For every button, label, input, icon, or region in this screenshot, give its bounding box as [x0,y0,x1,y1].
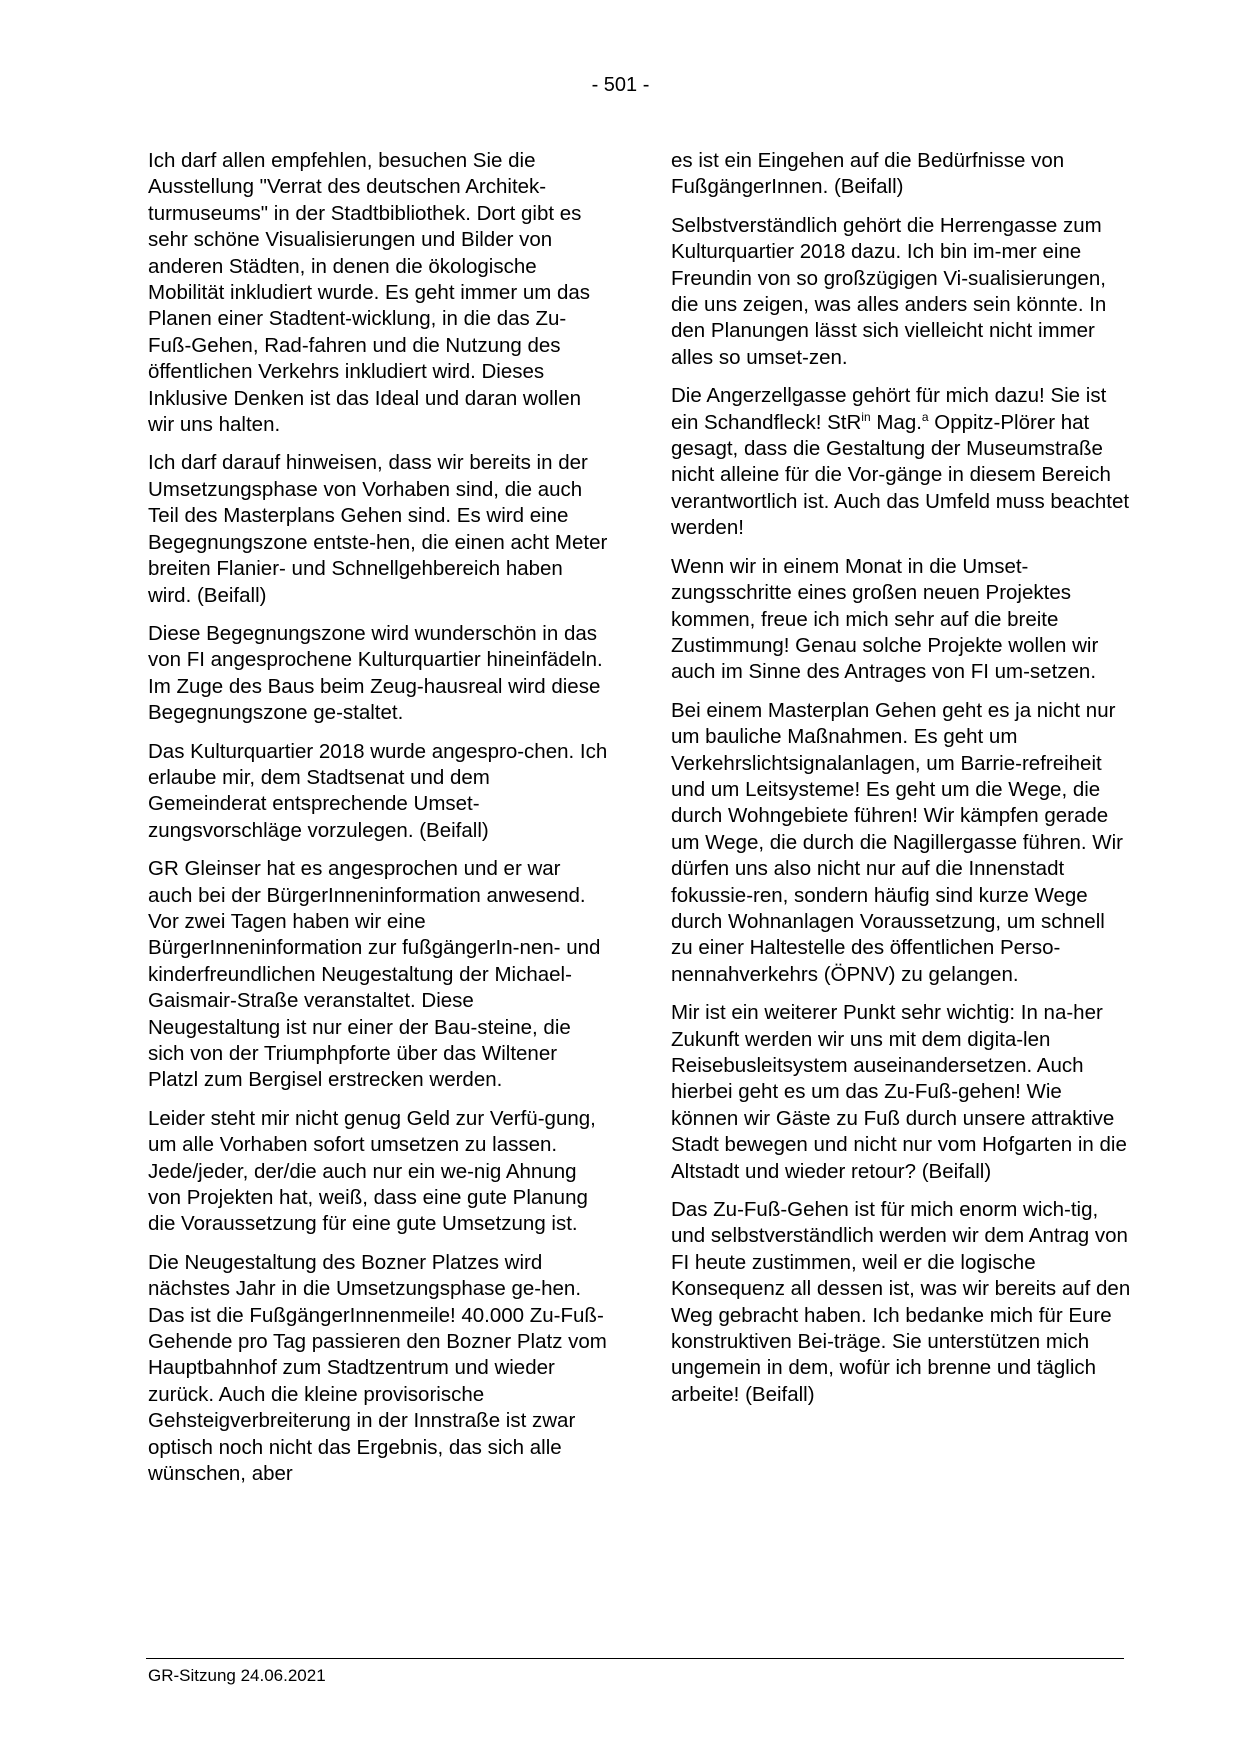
paragraph: Ich darf allen empfehlen, besuchen Sie die Ausstellung "Verrat des deutschen Architek-turmuseums" in der Stadtbibliothek. Dort gibt es sehr schöne Visualisierungen und Bilder von anderen Städten, in denen die ökologische Mobilität inkludiert wurde. Es geht immer um das Planen einer Stadtent-wicklung, in die das Zu-Fuß-Gehen, Rad-fahren und die Nutzung des öffentlichen Verkehrs inkludiert wird. Dieses Inklusive Denken ist das Ideal und daran wollen wir uns halten. [148,149,591,437]
paragraph [671,383,1131,541]
paragraph: Ich darf darauf hinweisen, dass wir bereits in der Umsetzungsphase von Vorhaben sind, die auch Teil des Masterplans Gehen sind. Es wird eine Begegnungszone entste-hen, die einen acht Meter breiten Flanier- und Schnellgehbereich haben wird. (Beifall) [148,451,608,607]
paragraph: GR Gleinser hat es angesprochen und er war auch bei der BürgerInneninformation anwesend. Vor zwei Tagen haben wir eine BürgerInneninformation zur fußgängerIn-nen- und kinderfreundlichen Neugestaltung der Michael-Gaismair-Straße veranstaltet. Diese Neugestaltung ist nur einer der Bau-steine, die sich von der Triumphpforte über das Wiltener Platzl zum Bergisel erstrecken werden. [148,857,601,1092]
footer-divider [146,1658,1124,1659]
superscript: in [861,409,871,424]
paragraph: es ist ein Eingehen auf die Bedürfnisse von FußgängerInnen. (Beifall) [671,149,1065,199]
paragraph: Bei einem Masterplan Gehen geht es ja nicht nur um bauliche Maßnahmen. Es geht um Verkehrslichtsignalanlagen, um Barrie-refreiheit und um Leitsysteme! Es geht um die Wege, die durch Wohngebiete führen! Wir kämpfen gerade um Wege, die durch die Nagillergasse führen. Wir dürfen uns also nicht nur auf die Innenstadt fokussie-ren, sondern häufig sind kurze Wege durch Wohnanlagen Voraussetzung, um schnell zu einer Haltestelle des öffentlichen Perso-nennahverkehrs (ÖPNV) zu gelangen. [671,698,1123,986]
right-column [671,148,1131,1420]
paragraph-text: Oppitz-Plörer hat gesagt, dass die Gestaltung der Museumstraße nicht alleine für die Vor-gänge in diesem Bereich verantwortlich ist. Auch das Umfeld muss beachtet werden! [671,410,1130,540]
left-column [148,148,608,1500]
paragraph: Das Zu-Fuß-Gehen ist für mich enorm wich-tig, und selbstverständlich werden wir dem Antrag von FI heute zustimmen, weil er die logische Konsequenz all dessen ist, was wir bereits auf den Weg gebracht haben. Ich bedanke mich für Eure konstruktiven Bei-träge. Sie unterstützen mich ungemein in dem, wofür ich brenne und täglich arbeite! (Beifall) [671,1198,1131,1406]
superscript: a [921,409,929,424]
paragraph: Selbstverständlich gehört die Herrengasse zum Kulturquartier 2018 dazu. Ich bin im-mer eine Freundin von so großzügigen Vi-sualisierungen, die uns zeigen, was alles anders sein könnte. In den Planungen lässt sich vielleicht nicht immer alles so umset-zen. [671,213,1107,369]
paragraph: Wenn wir in einem Monat in die Umset-zungsschritte eines großen neuen Projektes kommen, freue ich mich sehr auf die breite Zustimmung! Genau solche Projekte wollen wir auch im Sinne des Antrages von FI um-setzen. [671,554,1099,684]
paragraph-text: Die Angerzellgasse gehört für mich dazu! Sie ist ein Schandfleck! StR [671,384,1107,434]
paragraph: Mir ist ein weiterer Punkt sehr wichtig: In na-her Zukunft werden wir uns mit dem digita-len Reisebusleitsystem auseinandersetzen. Auch hierbei geht es um das Zu-Fuß-gehen! Wie können wir Gäste zu Fuß durch unsere attraktive Stadt bewegen und nicht nur vom Hofgarten in die Altstadt und wieder retour? (Beifall) [671,1001,1127,1183]
paragraph: Leider steht mir nicht genug Geld zur Verfü-gung, um alle Vorhaben sofort umsetzen zu lassen. Jede/jeder, der/die auch nur ein we-nig Ahnung von Projekten hat, weiß, dass eine gute Planung die Voraussetzung für eine gute Umsetzung ist. [148,1106,596,1236]
paragraph: Diese Begegnungszone wird wunderschön in das von FI angesprochene Kulturquartier hineinfädeln. Im Zuge des Baus beim Zeug-hausreal wird diese Begegnungszone ge-staltet. [148,621,603,725]
paragraph: Das Kulturquartier 2018 wurde angespro-chen. Ich erlaube mir, dem Stadtsenat und dem Gemeinderat entsprechende Umset-zungsvorschläge vorzulegen. (Beifall) [148,739,608,842]
paragraph: Die Neugestaltung des Bozner Platzes wird nächstes Jahr in die Umsetzungsphase ge-hen. Das ist die FußgängerInnenmeile! 40.000 Zu-Fuß-Gehende pro Tag passieren den Bozner Platz vom Hauptbahnhof zum Stadtzentrum und wieder zurück. Auch die kleine provisorische Gehsteigverbreiterung in der Innstraße ist zwar optisch noch nicht das Ergebnis, das sich alle wünschen, aber [148,1250,607,1486]
paragraph-text: Mag. [870,410,922,434]
page-number: - 501 - [591,74,650,96]
footer-text: GR-Sitzung 24.06.2021 [148,1666,326,1685]
